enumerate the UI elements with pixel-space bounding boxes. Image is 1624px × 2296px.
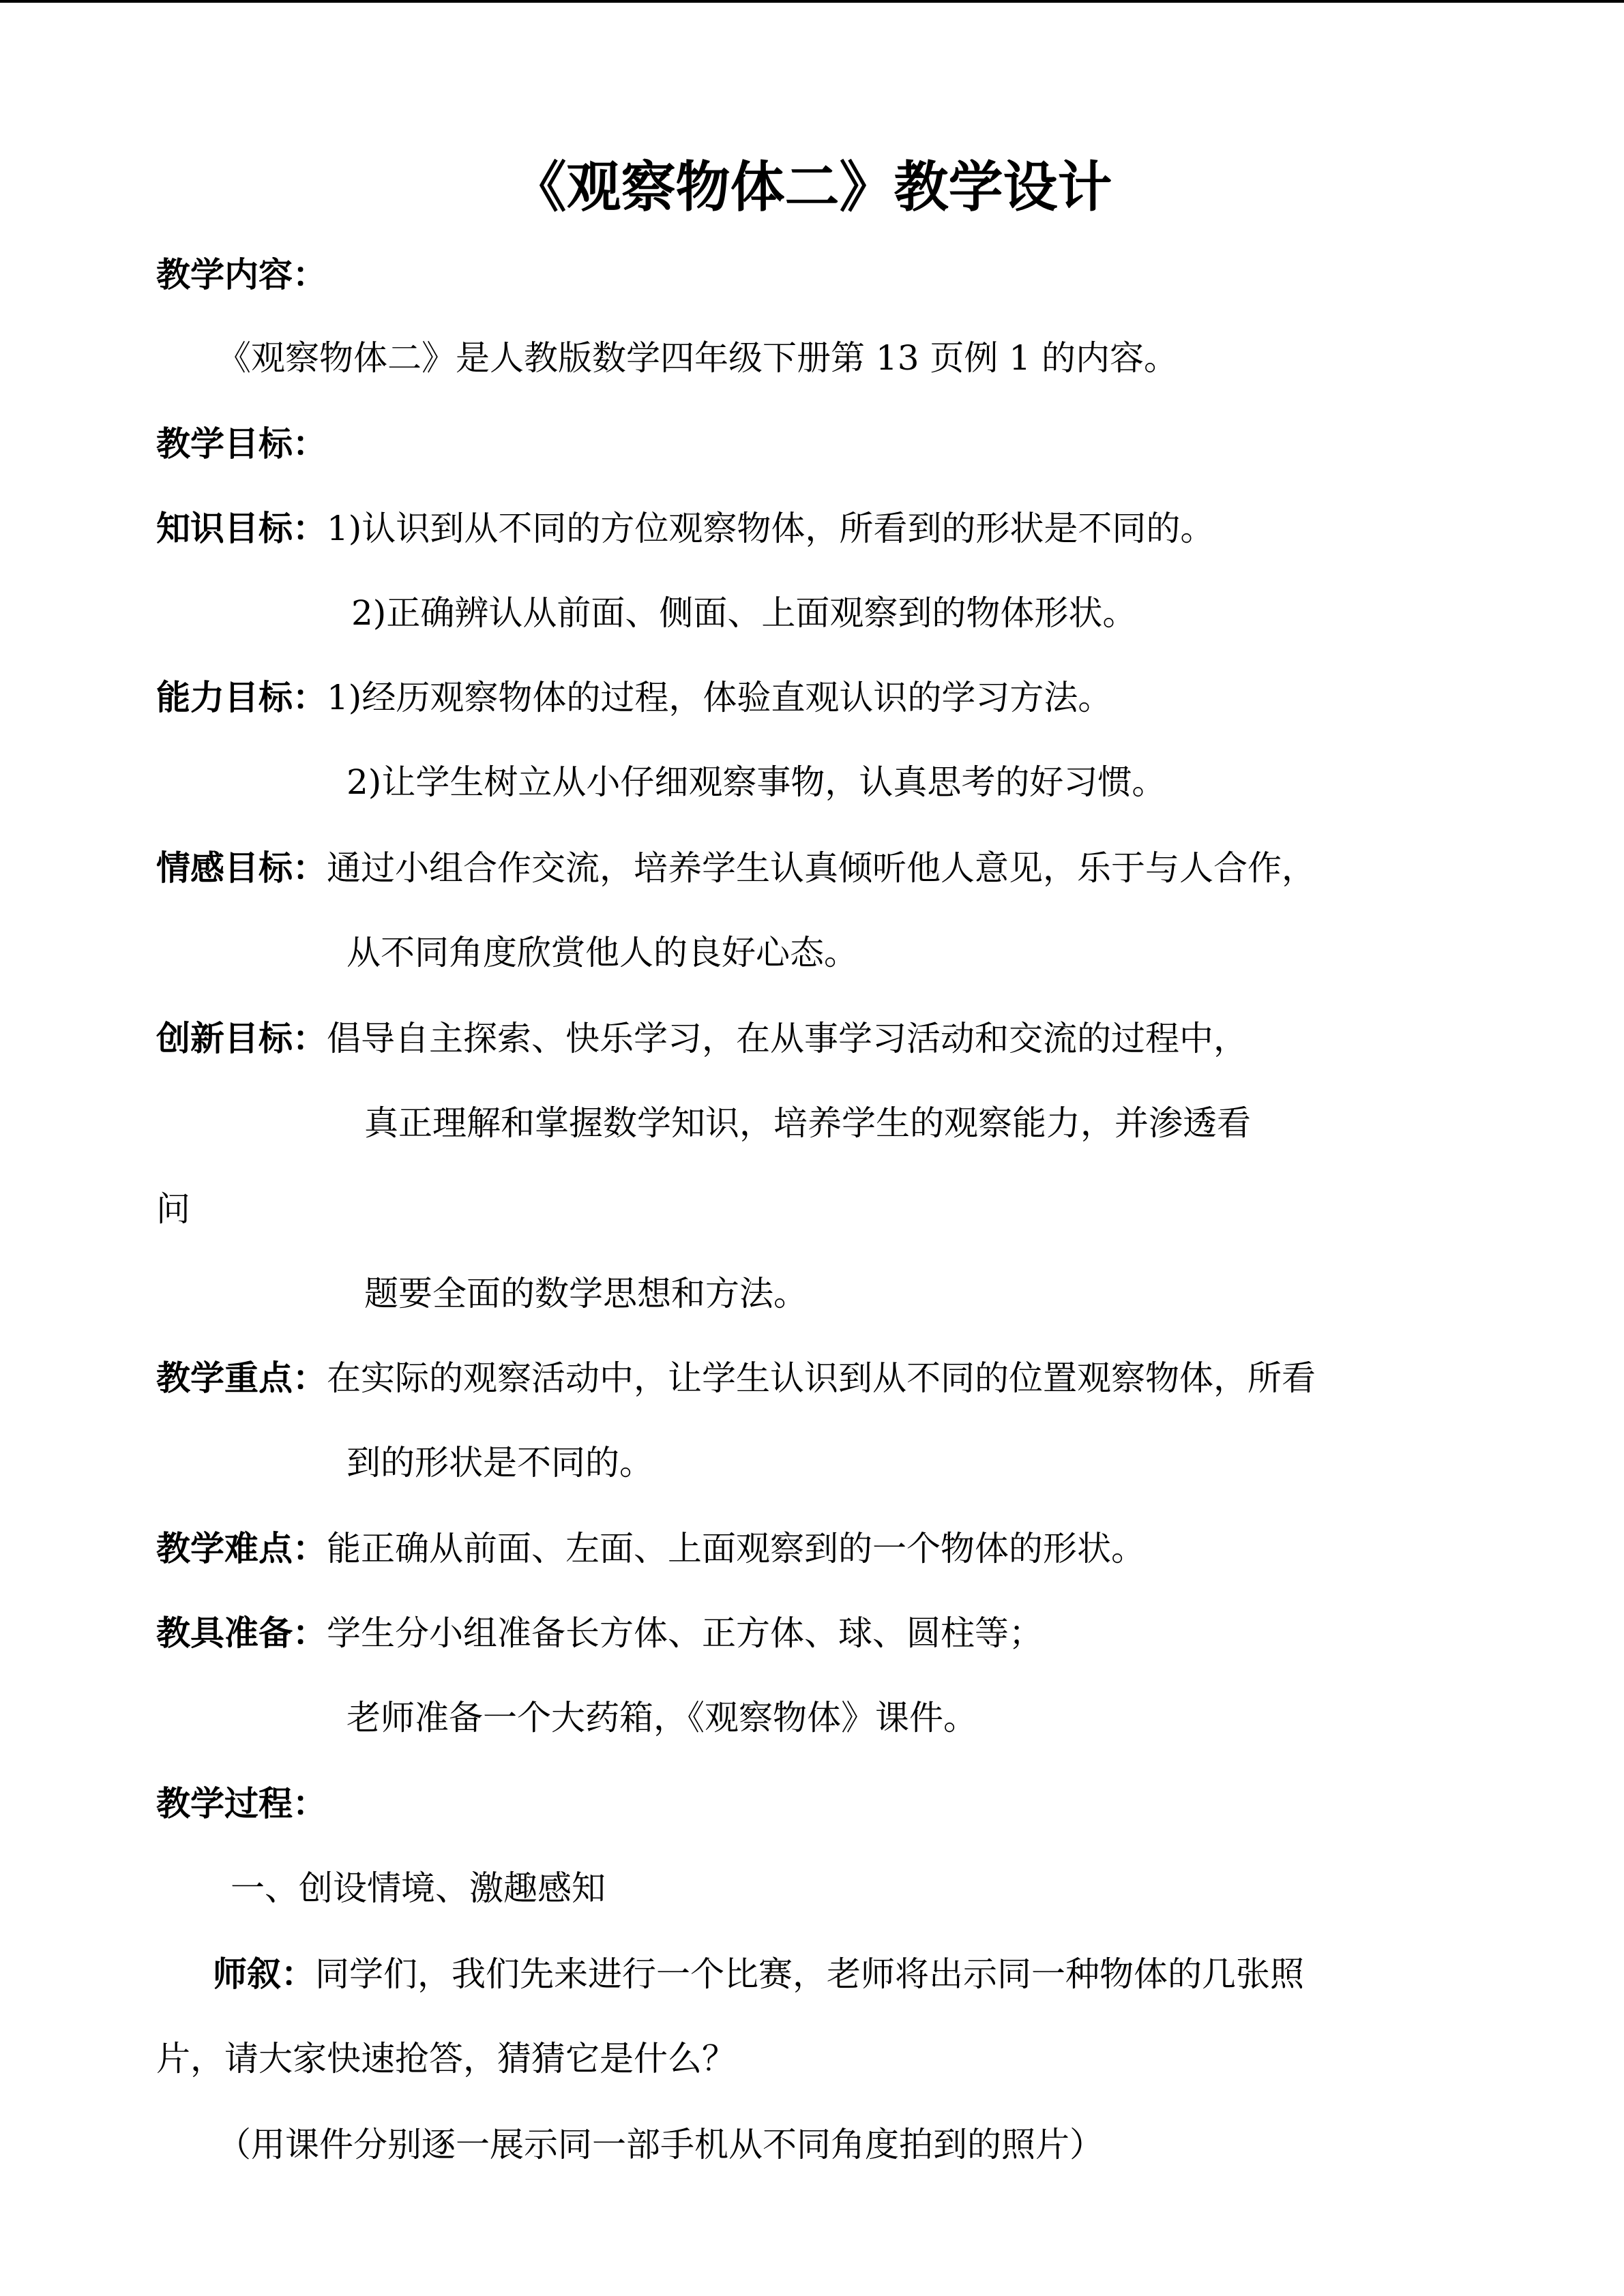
page-title: 《观察物体二》教学设计 [512, 155, 1112, 219]
ability-objective-line1: 1)经历观察物体的过程，体验直观认识的学习方法。 [327, 678, 1112, 717]
innovation-objective [156, 1015, 1247, 1062]
knowledge-objective-line2: 2)正确辨认从前面、侧面、上面观察到的物体形状。 [351, 593, 1137, 633]
materials-line2: 老师准备一个大药箱，《观察物体》课件。 [346, 1698, 977, 1738]
difficulty-line1: 能正确从前面、左面、上面观察到的一个物体的形状。 [327, 1529, 1145, 1568]
difficulty-label: 教学难点： [156, 1529, 327, 1568]
materials [156, 1609, 1043, 1657]
materials-label: 教具准备： [156, 1613, 327, 1653]
content-text: 《观察物体二》是人教版数学四年级下册第 13 页例 1 的内容。 [217, 338, 1179, 378]
emotion-objective-label: 情感目标： [156, 848, 327, 888]
difficulty [156, 1525, 1145, 1572]
teacher-label: 师叙： [213, 1954, 315, 1994]
key-point-label: 教学重点： [156, 1358, 327, 1398]
key-point-line1: 在实际的观察活动中，让学生认识到从不同的位置观察物体，所看 [327, 1358, 1316, 1398]
knowledge-objective-line1: 1)认识到从不同的方位观察物体，所看到的形状是不同的。 [327, 509, 1215, 548]
emotion-objective-line2: 从不同角度欣赏他人的良好心态。 [346, 933, 858, 972]
ability-objective [156, 674, 1112, 721]
knowledge-objective [156, 505, 1214, 552]
innovation-objective-line1: 倡导自主探索、快乐学习，在从事学习活动和交流的过程中， [327, 1019, 1247, 1058]
page-top-border [0, 0, 1624, 3]
innovation-objective-line3: 问 [156, 1189, 190, 1229]
teacher-line1: 同学们，我们先来进行一个比赛，老师将出示同一种物体的几张照 [315, 1954, 1304, 1994]
objectives-heading: 教学目标： [156, 424, 327, 464]
teacher-narration [213, 1950, 1304, 1998]
knowledge-objective-label: 知识目标： [156, 509, 327, 548]
ability-objective-label: 能力目标： [156, 678, 327, 717]
process-heading: 教学过程： [156, 1784, 327, 1823]
process-note: （用课件分别逐一展示同一部手机从不同角度拍到的照片） [217, 2125, 1104, 2164]
content-heading: 教学内容： [156, 255, 327, 295]
ability-objective-line2: 2)让学生树立从小仔细观察事物，认真思考的好习惯。 [346, 762, 1166, 802]
key-point [156, 1354, 1316, 1402]
process-section-1: 一、创设情境、激趣感知 [231, 1868, 606, 1908]
materials-line1: 学生分小组准备长方体、正方体、球、圆柱等； [327, 1613, 1043, 1653]
innovation-objective-line4: 题要全面的数学思想和方法。 [364, 1274, 808, 1313]
innovation-objective-line2: 真正理解和掌握数学知识，培养学生的观察能力，并渗透看 [364, 1103, 1251, 1143]
teacher-line2: 片，请大家快速抢答，猜猜它是什么？ [156, 2039, 736, 2078]
innovation-objective-label: 创新目标： [156, 1019, 327, 1058]
emotion-objective [156, 844, 1316, 892]
emotion-objective-line1: 通过小组合作交流，培养学生认真倾听他人意见，乐于与人合作， [327, 848, 1316, 888]
key-point-line2: 到的形状是不同的。 [346, 1443, 653, 1482]
